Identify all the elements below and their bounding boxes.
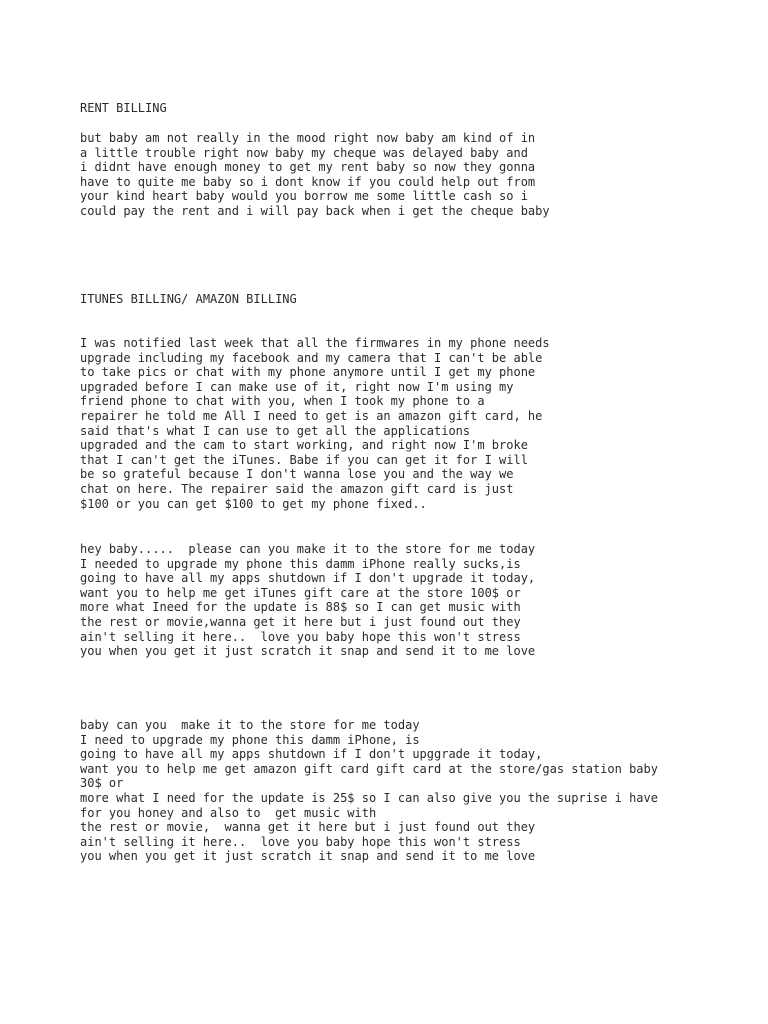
text-line: I needed to upgrade my phone this damm iPhone really sucks,is <box>80 556 521 571</box>
paragraph-itunes-request <box>80 542 535 659</box>
text-line: hey baby..... please can you make it to the store for me today <box>80 542 536 556</box>
text-line: ain't selling it here.. love you baby hope this won't stress <box>80 834 521 849</box>
text-line: more what Ineed for the update is 88$ so I can get music with <box>80 600 521 615</box>
text-line: your kind heart baby would you borrow me some little cash so i <box>80 189 528 204</box>
text-line: I was notified last week that all the firmwares in my phone needs <box>80 336 550 350</box>
text-line: a little trouble right now baby my cheque was delayed baby and <box>80 145 528 160</box>
text-line: going to have all my apps shutdown if I don't upggrade it today, <box>80 747 543 762</box>
text-line: the rest or movie,wanna get it here but i just found out they <box>80 614 521 629</box>
text-line: said that's what I can use to get all the applications <box>80 423 471 438</box>
text-line: I need to upgrade my phone this damm iPhone, is <box>80 732 420 747</box>
text-line: for you honey and also to get music with <box>80 805 377 820</box>
text-line: the rest or movie, wanna get it here but i just found out they <box>80 820 536 835</box>
paragraph-amazon-request <box>80 718 658 864</box>
text-line: baby can you make it to the store for me today <box>80 718 420 732</box>
text-line: $100 or you can get $100 to get my phone fixed.. <box>80 496 427 511</box>
heading-itunes-amazon-billing: ITUNES BILLING/ AMAZON BILLING <box>80 292 297 306</box>
text-line: be so grateful because I don't wanna lose you and the way we <box>80 467 514 482</box>
text-line: going to have all my apps shutdown if I don't upgrade it today, <box>80 571 536 586</box>
text-line: that I can't get the iTunes. Babe if you can get it for I will <box>80 452 528 467</box>
text-line: could pay the rent and i will pay back when i get the cheque baby <box>80 203 550 218</box>
text-line: upgrade including my facebook and my camera that I can't be able <box>80 350 543 365</box>
paragraph-itunes-amazon-billing <box>80 336 550 511</box>
text-line: want you to help me get iTunes gift care at the store 100$ or <box>80 585 521 600</box>
paragraph-rent-billing <box>80 131 550 219</box>
text-line: chat on here. The repairer said the amazon gift card is just <box>80 481 514 496</box>
text-line: want you to help me get amazon gift card gift card at the store/gas station baby <box>80 761 658 776</box>
text-line: but baby am not really in the mood right now baby am kind of in <box>80 131 536 145</box>
text-line: to take pics or chat with my phone anymore until I get my phone <box>80 365 536 380</box>
text-line: repairer he told me All I need to get is an amazon gift card, he <box>80 408 543 423</box>
text-line: you when you get it just scratch it snap and send it to me love <box>80 644 536 659</box>
text-line: more what I need for the update is 25$ so I can also give you the suprise i have <box>80 790 658 805</box>
heading-rent-billing: RENT BILLING <box>80 101 167 115</box>
text-line: upgraded and the cam to start working, and right now I'm broke <box>80 438 528 453</box>
text-line: have to quite me baby so i dont know if you could help out from <box>80 174 536 189</box>
text-line: i didnt have enough money to get my rent baby so now they gonna <box>80 160 536 175</box>
text-line: ain't selling it here.. love you baby hope this won't stress <box>80 629 521 644</box>
text-line: friend phone to chat with you, when I took my phone to a <box>80 394 485 409</box>
text-line: upgraded before I can make use of it, right now I'm using my <box>80 379 514 394</box>
text-line: 30$ or <box>80 776 124 791</box>
text-line: you when you get it just scratch it snap and send it to me love <box>80 849 536 864</box>
